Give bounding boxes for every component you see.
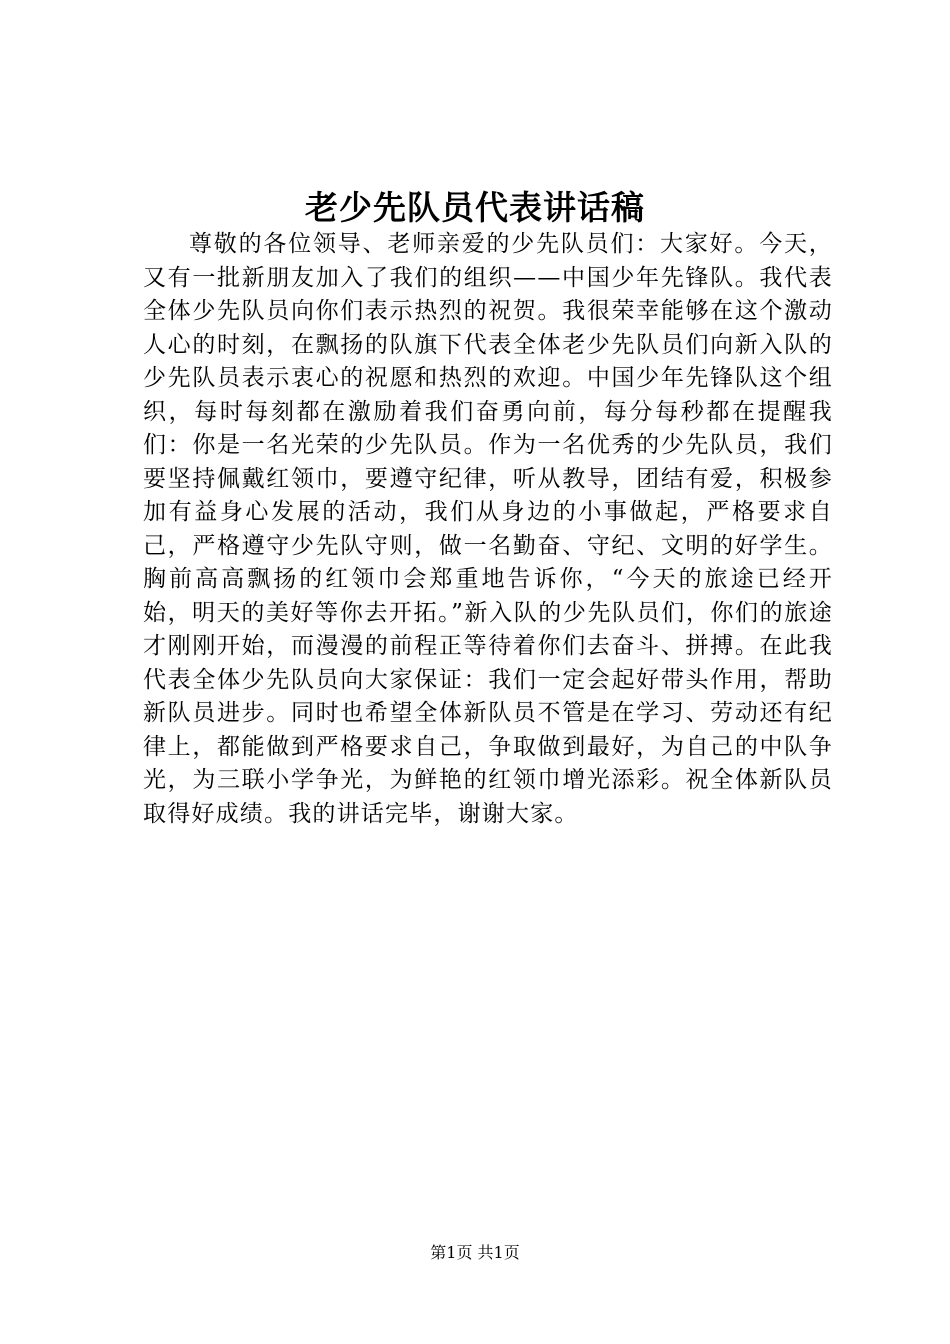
page-number-footer: 第1页 共1页 [430, 1243, 520, 1262]
document-body-paragraph: 尊敬的各位领导、老师亲爱的少先队员们：大家好。今天，又有一批新朋友加入了我们的组织——中国少年先锋队。我代表全体少先队员向你们表示热烈的祝贺。我很荣幸能够在这个激动人心的时刻，在飘扬的队旗下代表全体老少先队员们向新入队的少先队员表示衷心的祝愿和热烈的欢迎。中国少年先锋队这个组织，每时每刻都在激励着我们奋勇向前，每分每秒都在提醒我们：你是一名光荣的少先队员。作为一名优秀的少先队员，我们要坚持佩戴红领巾，要遵守纪律，听从教导，团结有爱，积极参加有益身心发展的活动，我们从身边的小事做起，严格要求自己，严格遵守少先队守则，做一名勤奋、守纪、文明的好学生。胸前高高飘扬的红领巾会郑重地告诉你，“今天的旅途已经开始，明天的美好等你去开拓。”新入队的少先队员们，你们的旅途才刚刚开始，而漫漫的前程正等待着你们去奋斗、拼搏。在此我代表全体少先队员向大家保证：我们一定会起好带头作用，帮助新队员进步。同时也希望全体新队员不管是在学习、劳动还有纪律上，都能做到严格要求自己，争取做到最好，为自己的中队争光，为三联小学争光，为鲜艳的红领巾增光添彩。祝全体新队员取得好成绩。我的讲话完毕，谢谢大家。 [143, 231, 833, 827]
document-title: 老少先队员代表讲话稿 [305, 188, 645, 227]
